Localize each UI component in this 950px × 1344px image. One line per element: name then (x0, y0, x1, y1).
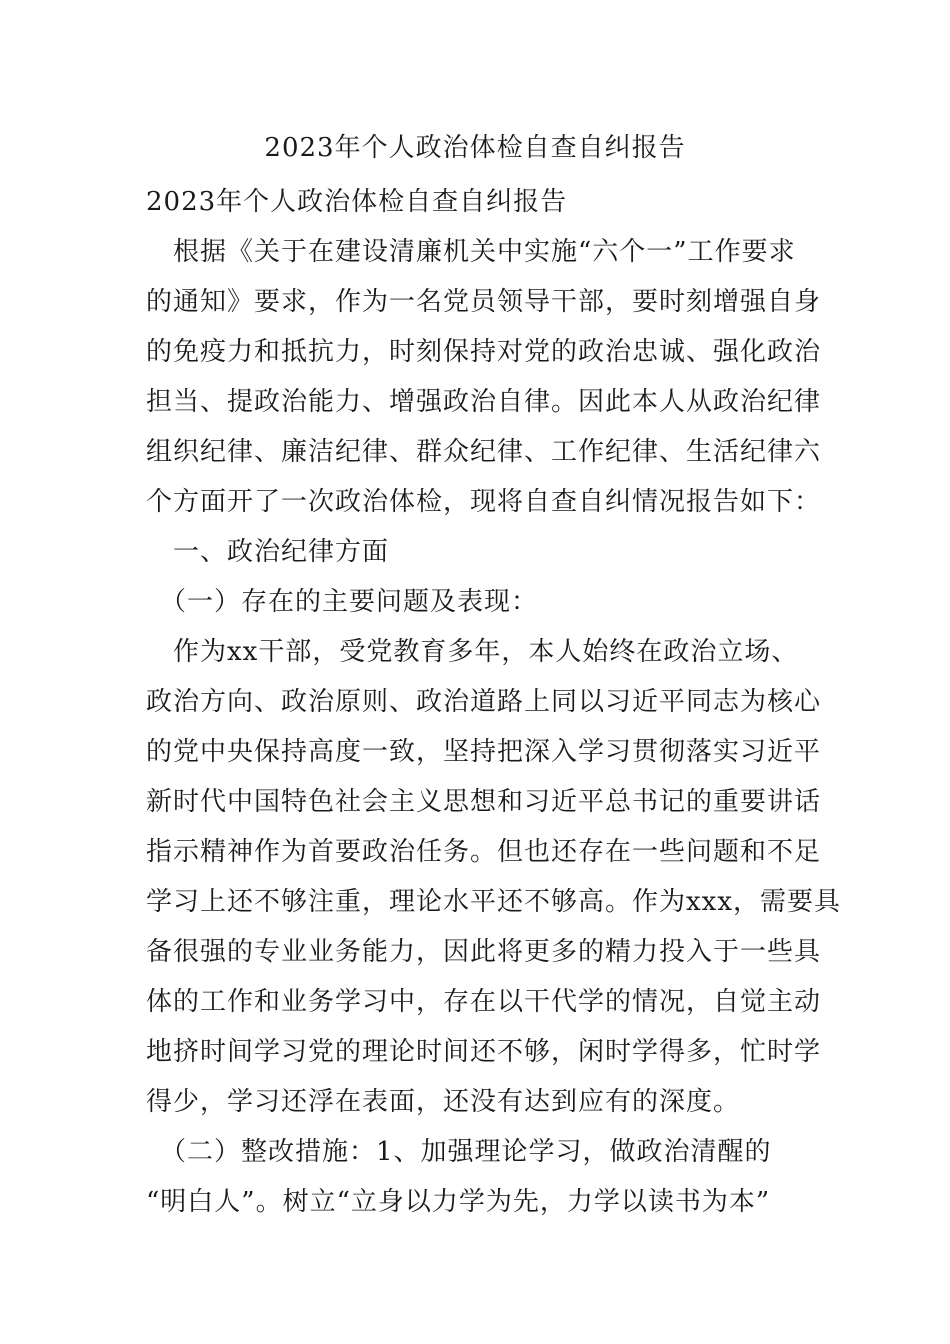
document-title: 2023年个人政治体检自查自纠报告 (264, 133, 686, 163)
section-heading: 一、政治纪律方面 (146, 537, 390, 567)
body-line-14: 学习上还不够注重，理论水平还不够高。作为xxx，需要具 (146, 887, 841, 917)
body-line-5: 组织纪律、廉洁纪律、群众纪律、工作纪律、生活纪律六 (146, 437, 822, 467)
body-line-1: 根据《关于在建设清廉机关中实施“六个一”工作要求 (146, 237, 796, 267)
body-line-18: 得少，学习还浮在表面，还没有达到应有的深度。 (146, 1087, 741, 1117)
body-line-11: 的党中央保持高度一致，坚持把深入学习贯彻落实习近平 (146, 737, 822, 767)
body-line-10: 政治方向、政治原则、政治道路上同以习近平同志为核心 (146, 687, 822, 717)
body-line-15: 备很强的专业业务能力，因此将更多的精力投入于一些具 (146, 937, 822, 967)
body-line-3: 的免疫力和抵抗力，时刻保持对党的政治忠诚、强化政治 (146, 337, 822, 367)
subsection-heading: （一）存在的主要问题及表现： (146, 587, 539, 617)
body-line-2: 的通知》要求，作为一名党员领导干部，要时刻增强自身 (146, 287, 822, 317)
body-line-16: 体的工作和业务学习中，存在以干代学的情况，自觉主动 (146, 987, 822, 1017)
body-line-20: “明白人”。树立“立身以力学为先，力学以读书为本” (146, 1187, 771, 1217)
body-line-4: 担当、提政治能力、增强政治自律。因此本人从政治纪律 (146, 387, 822, 417)
body-line-13: 指示精神作为首要政治任务。但也还存在一些问题和不足 (146, 837, 822, 867)
body-line-17: 地挤时间学习党的理论时间还不够，闲时学得多，忙时学 (146, 1037, 822, 1067)
body-line-6: 个方面开了一次政治体检，现将自查自纠情况报告如下： (146, 487, 822, 517)
body-line-9: 作为xx干部，受党教育多年，本人始终在政治立场、 (146, 637, 799, 667)
subtitle-line: 2023年个人政治体检自查自纠报告 (146, 187, 568, 217)
body-line-19: （二）整改措施：1、加强理论学习，做政治清醒的 (146, 1137, 772, 1167)
body-line-12: 新时代中国特色社会主义思想和习近平总书记的重要讲话 (146, 787, 822, 817)
